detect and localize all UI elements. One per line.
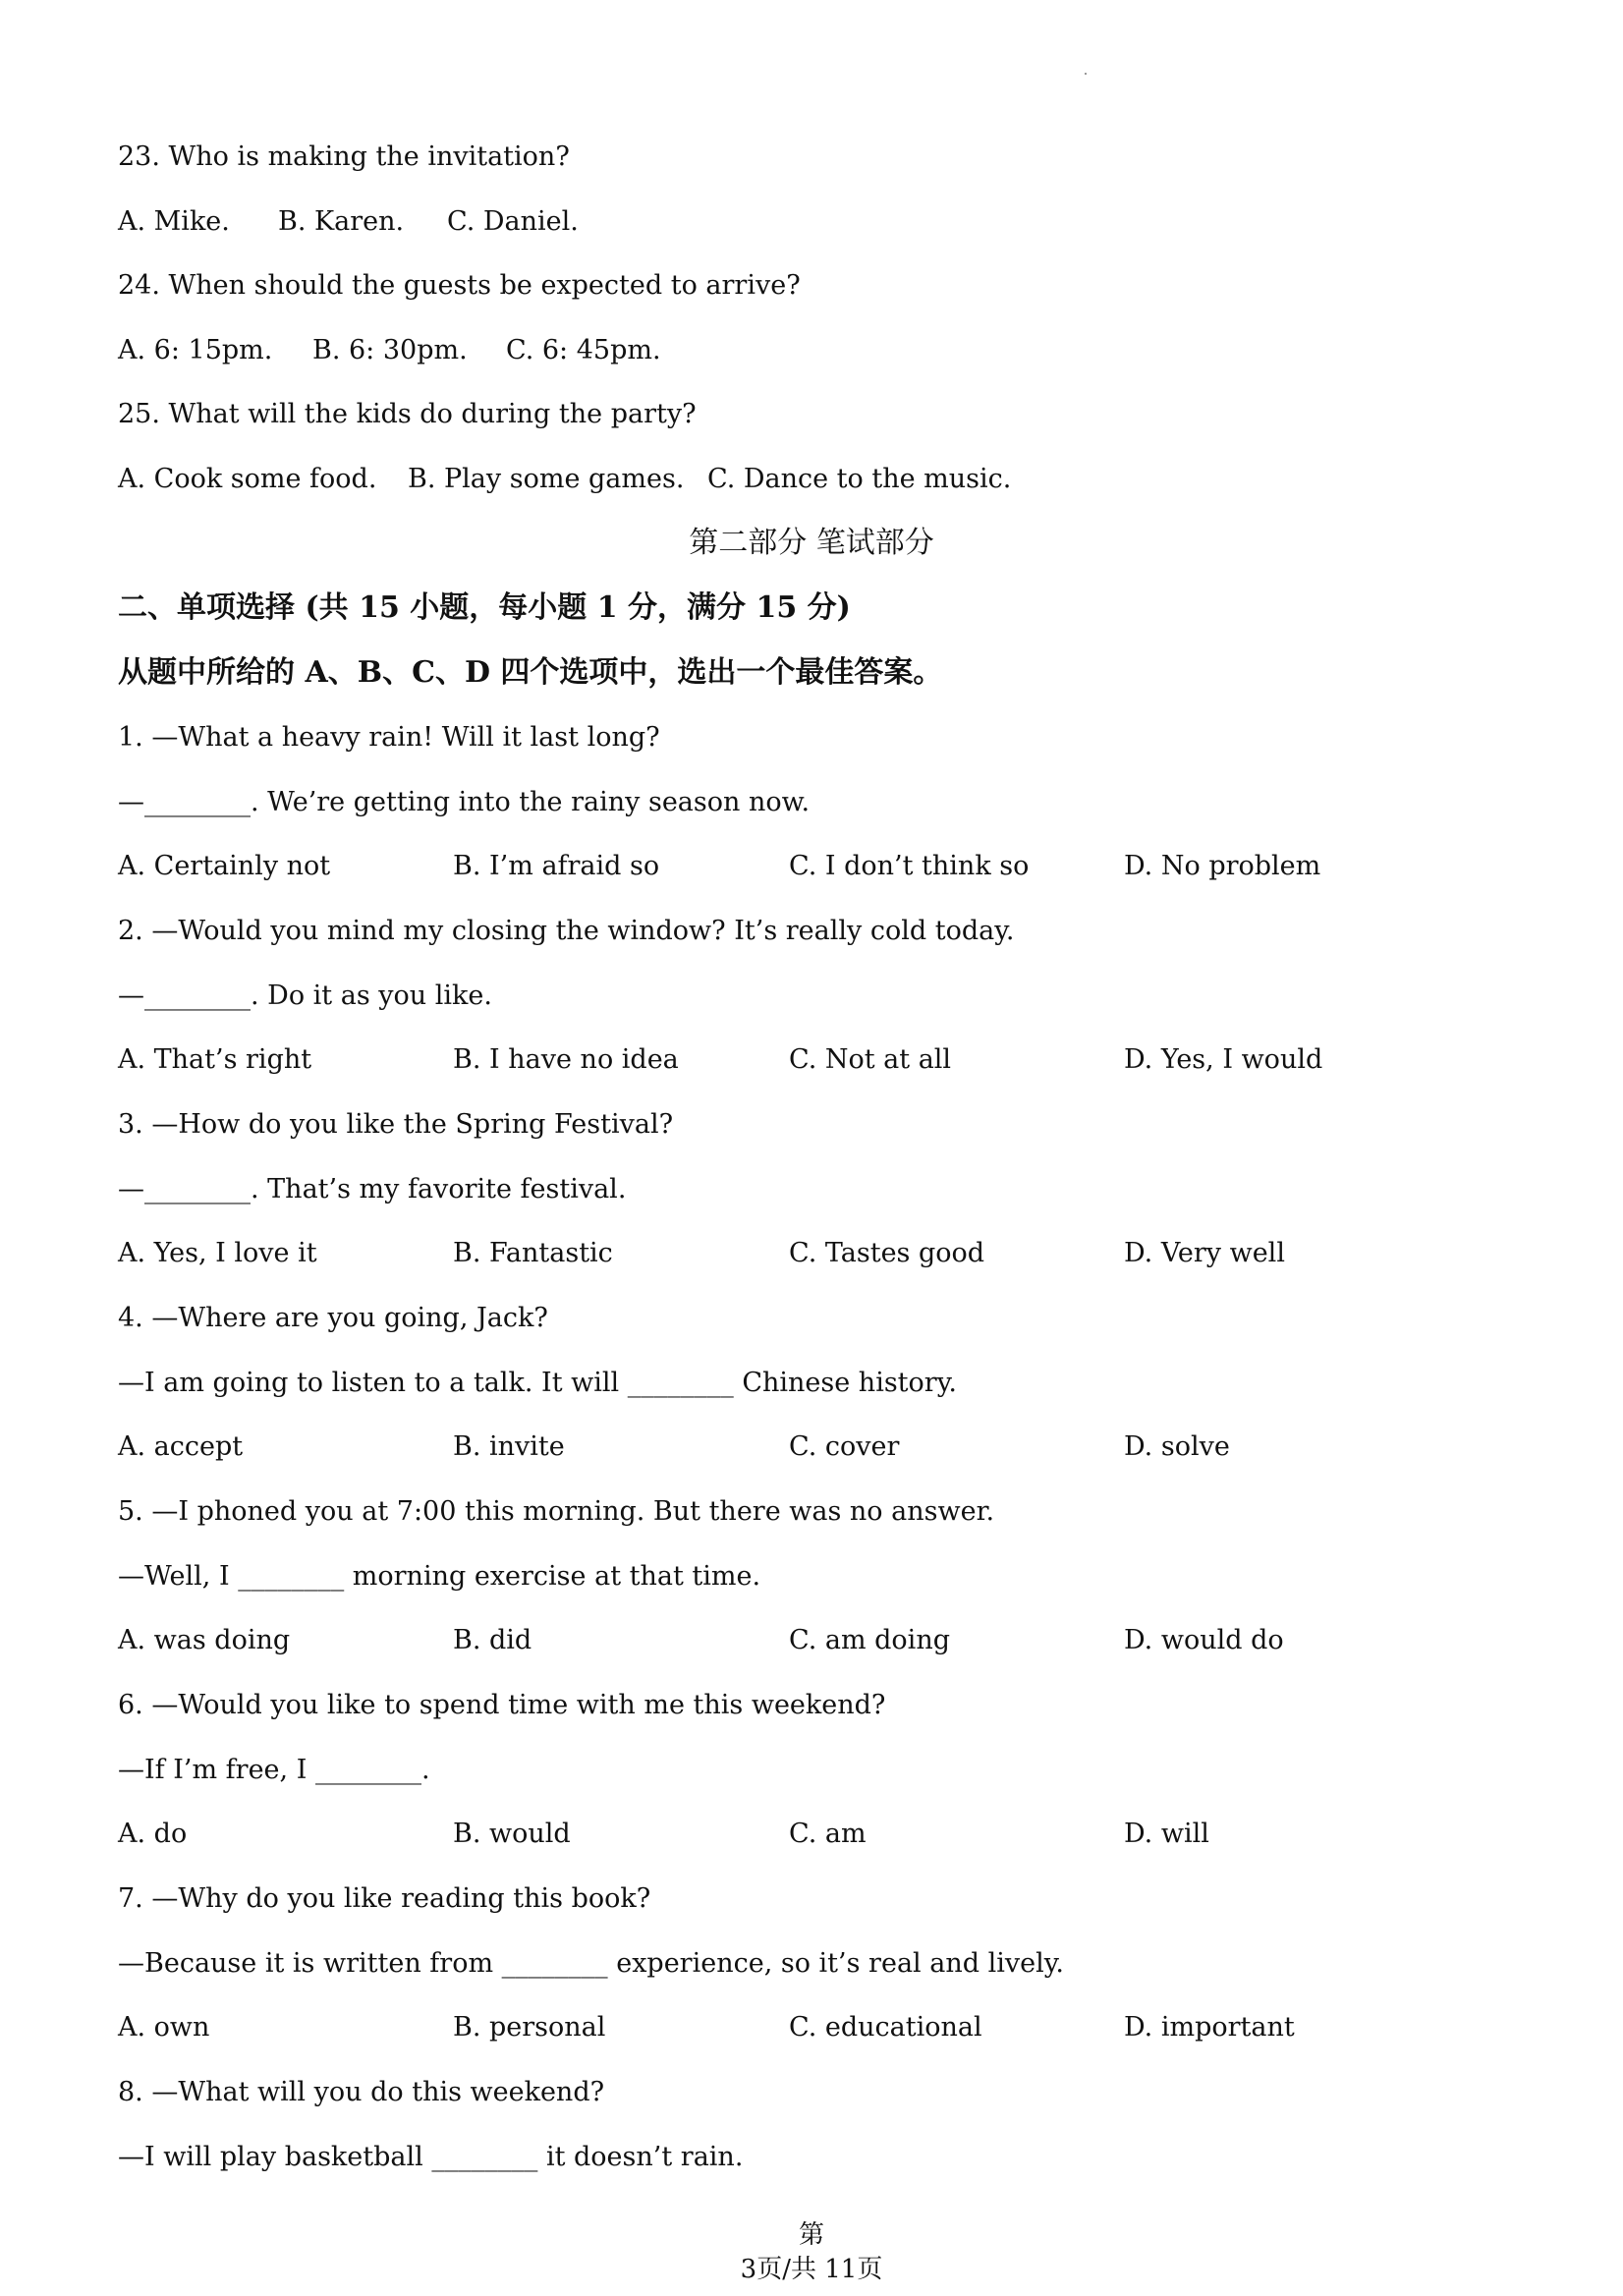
option: A. 6: 15pm. bbox=[118, 335, 273, 365]
option: B. 6: 30pm. bbox=[312, 335, 468, 365]
question-text: 23. Who is making the invitation? bbox=[118, 141, 570, 172]
option-b: B. Fantastic bbox=[453, 1238, 613, 1268]
question-text: 1. —What a heavy rain! Will it last long? bbox=[118, 722, 660, 753]
question-text: 3. —How do you like the Spring Festival? bbox=[118, 1109, 674, 1140]
option-c: C. educational bbox=[789, 2012, 982, 2043]
answer-line: —________. That’s my favorite festival. bbox=[118, 1174, 627, 1204]
question-text: 25. What will the kids do during the party? bbox=[118, 399, 697, 429]
option-a: A. Yes, I love it bbox=[118, 1238, 317, 1268]
option-c: C. I don’t think so bbox=[789, 851, 1030, 881]
option: A. Mike. bbox=[118, 206, 230, 237]
answer-line: —If I’m free, I ________. bbox=[118, 1755, 430, 1785]
answer-line: —Well, I ________ morning exercise at that time. bbox=[118, 1561, 761, 1592]
option: A. Cook some food. bbox=[118, 464, 377, 494]
question-text: 5. —I phoned you at 7:00 this morning. But there was no answer. bbox=[118, 1496, 995, 1527]
answer-line: —I am going to listen to a talk. It will ________ Chinese history. bbox=[118, 1368, 957, 1398]
option-d: D. Yes, I would bbox=[1124, 1044, 1323, 1075]
question-text: 24. When should the guests be expected to arrive? bbox=[118, 270, 801, 301]
option-a: A. own bbox=[118, 2012, 210, 2043]
option-c: C. am bbox=[789, 1819, 867, 1849]
option-d: D. important bbox=[1124, 2012, 1295, 2043]
option-c: C. Tastes good bbox=[789, 1238, 985, 1268]
option-b: B. would bbox=[453, 1819, 571, 1849]
option-a: A. That’s right bbox=[118, 1044, 312, 1075]
section-title: 二、单项选择 (共 15 小题，每小题 1 分，满分 15 分) bbox=[118, 590, 851, 625]
option-a: A. accept bbox=[118, 1431, 244, 1462]
option: B. Karen. bbox=[278, 206, 405, 237]
question-text: 2. —Would you mind my closing the window? It’s really cold today. bbox=[118, 916, 1015, 946]
option-d: D. would do bbox=[1124, 1625, 1284, 1655]
option-a: A. was doing bbox=[118, 1625, 291, 1655]
answer-line: —________. Do it as you like. bbox=[118, 980, 492, 1011]
option: C. Dance to the music. bbox=[707, 464, 1012, 494]
question-text: 7. —Why do you like reading this book? bbox=[118, 1883, 651, 1914]
option-d: D. will bbox=[1124, 1819, 1209, 1849]
option-d: D. Very well bbox=[1124, 1238, 1285, 1268]
option-a: A. Certainly not bbox=[118, 851, 331, 881]
option-d: D. solve bbox=[1124, 1431, 1230, 1462]
option: C. Daniel. bbox=[447, 206, 579, 237]
option: B. Play some games. bbox=[408, 464, 685, 494]
option-b: B. did bbox=[453, 1625, 532, 1655]
question-text: 8. —What will you do this weekend? bbox=[118, 2077, 605, 2107]
section-instruction: 从题中所给的 A、B、C、D 四个选项中，选出一个最佳答案。 bbox=[118, 655, 943, 690]
option-c: C. am doing bbox=[789, 1625, 950, 1655]
option-b: B. I’m afraid so bbox=[453, 851, 660, 881]
answer-line: —Because it is written from ________ experience, so it’s real and lively. bbox=[118, 1948, 1064, 1979]
option-b: B. I have no idea bbox=[453, 1044, 679, 1075]
option-c: C. Not at all bbox=[789, 1044, 952, 1075]
answer-line: —________. We’re getting into the rainy season now. bbox=[118, 787, 811, 817]
question-text: 4. —Where are you going, Jack? bbox=[118, 1303, 548, 1333]
answer-line: —I will play basketball ________ it doesn’t rain. bbox=[118, 2142, 744, 2172]
scan-speck bbox=[1085, 73, 1087, 75]
option-d: D. No problem bbox=[1124, 851, 1321, 881]
option: C. 6: 45pm. bbox=[506, 335, 661, 365]
option-c: C. cover bbox=[789, 1431, 900, 1462]
option-a: A. do bbox=[118, 1819, 188, 1849]
option-b: B. personal bbox=[453, 2012, 606, 2043]
part-title: 第二部分 笔试部分 bbox=[689, 526, 934, 560]
footer-page-number: 3页/共 11页 bbox=[740, 2255, 883, 2284]
footer-page-label: 第 bbox=[798, 2220, 824, 2250]
question-text: 6. —Would you like to spend time with me this weekend? bbox=[118, 1690, 886, 1720]
option-b: B. invite bbox=[453, 1431, 565, 1462]
